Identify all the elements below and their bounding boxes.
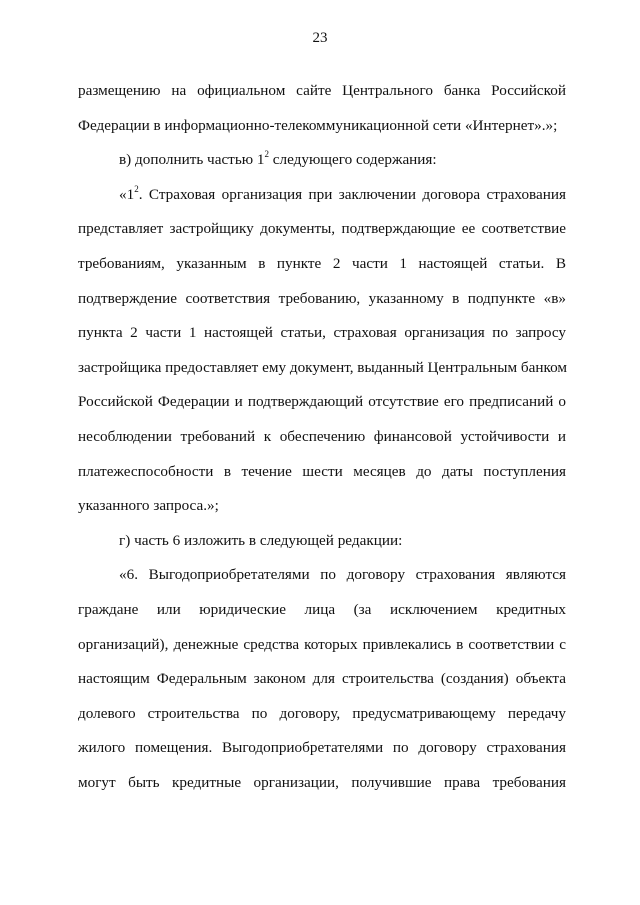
page-number: 23 — [312, 30, 328, 46]
text-line: жилого помещения. Выгодоприобретателями по договору страхования — [78, 739, 566, 757]
text-line — [78, 178, 566, 213]
paragraph-closing-clause — [78, 74, 566, 143]
item-v-superscript: 2 — [264, 149, 269, 160]
text-line: подтверждение соответствия требованию, указанному в подпункте «в» — [78, 289, 566, 307]
text-line: могут быть кредитные организации, получившие права требования — [78, 773, 566, 791]
text-line: несоблюдении требований к обеспечению финансовой устойчивости и — [78, 427, 566, 445]
text-line: «6. Выгодоприобретателями по договору страхования являются — [119, 566, 566, 584]
text-line: организаций), денежные средства которых привлекались в соответствии с — [78, 635, 566, 653]
part-1-2-superscript: 2 — [134, 183, 139, 194]
part-1-2-first-line: . Страховая организация при заключении договора страхования — [138, 185, 566, 203]
text-line: Российской Федерации и подтверждающий отсутствие его предписаний о — [78, 393, 566, 411]
document-body — [78, 74, 566, 800]
text-line: представляет застройщику документы, подтверждающие ее соответствие — [78, 220, 566, 238]
text-line: требованиям, указанным в пункте 2 части 1 настоящей статьи. В — [78, 254, 566, 272]
item-v-text-after: следующего содержания: — [268, 151, 437, 169]
paragraph-item-v — [78, 143, 566, 178]
paragraph-part-6 — [78, 558, 566, 800]
text-line: долевого строительства по договору, предусматривающему передачу — [78, 704, 566, 722]
text-line: настоящим Федеральным законом для строительства (создания) объекта — [78, 670, 566, 688]
text-line: граждане или юридические лица (за исключением кредитных — [78, 600, 566, 618]
item-v-text-before: в) дополнить частью 1 — [119, 151, 265, 169]
paragraph-item-g: г) часть 6 изложить в следующей редакции: — [119, 531, 403, 549]
text-line: размещению на официальном сайте Центрального банка Российской — [78, 82, 566, 99]
paragraph-part-1-2 — [78, 178, 566, 524]
part-1-2-prefix: «1 — [119, 185, 135, 203]
text-line: застройщика предоставляет ему документ, выданный Центральным банком — [78, 358, 568, 376]
text-line: указанного запроса.»; — [78, 497, 219, 515]
text-line: платежеспособности в течение шести месяцев до даты поступления — [78, 462, 566, 480]
text-line: Федерации в информационно-телекоммуникационной сети «Интернет».»; — [78, 116, 558, 134]
text-line: пункта 2 части 1 настоящей статьи, страховая организация по запросу — [78, 324, 566, 342]
